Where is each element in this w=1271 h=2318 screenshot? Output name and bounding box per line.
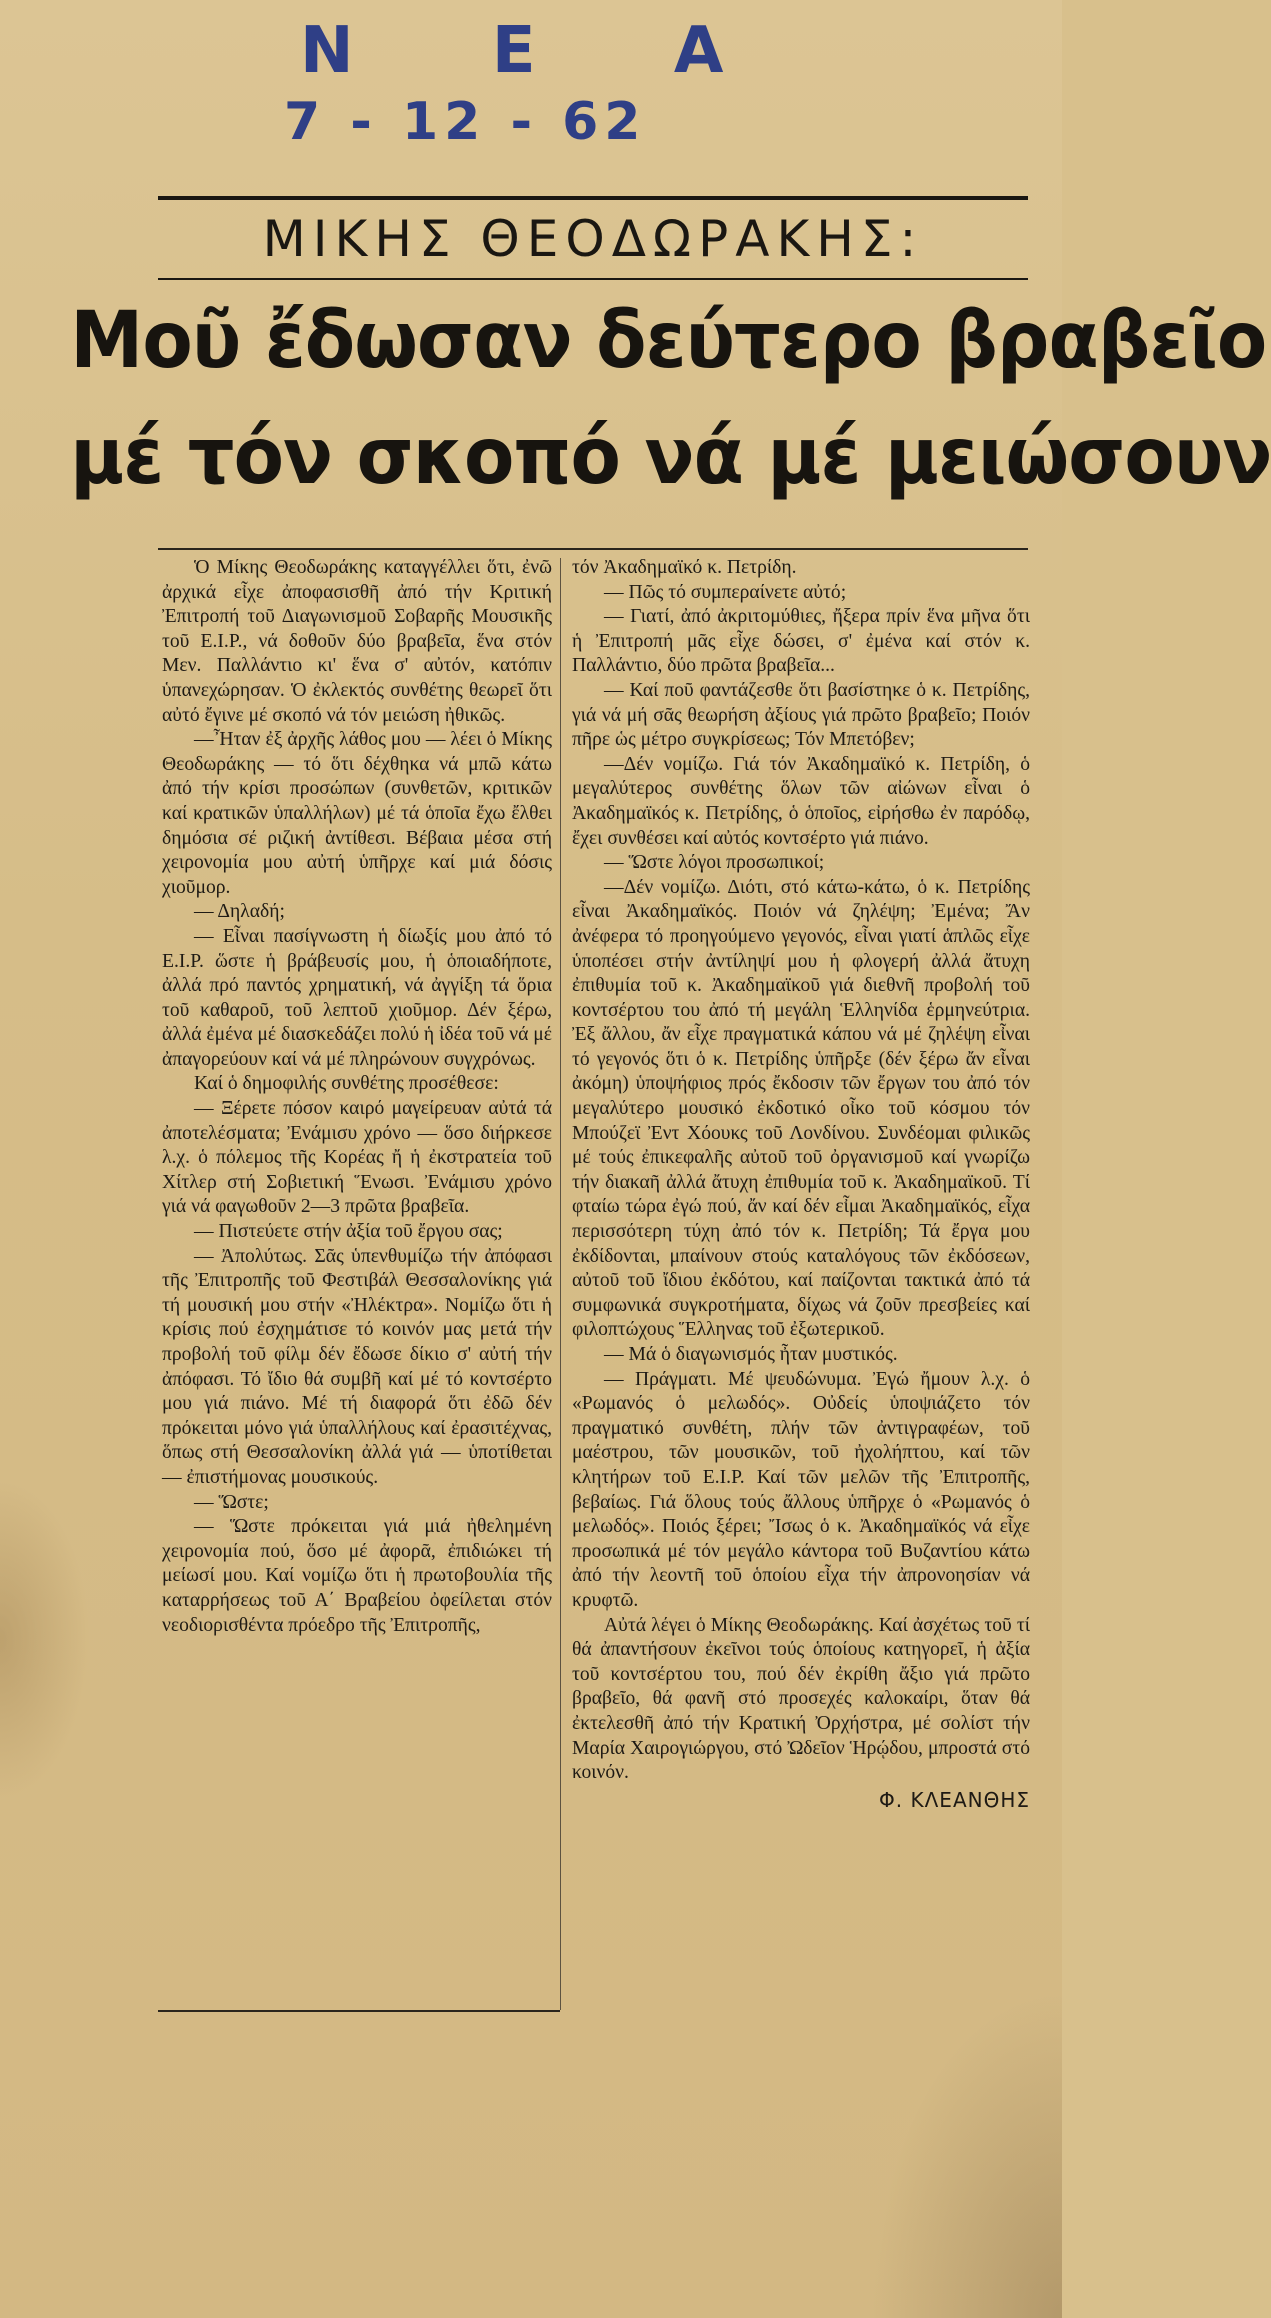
paragraph: — Ὥστε πρόκειται γιά μιά ἠθελημένη χειρονομία πού, ὅσο μέ ἀφορᾶ, ἐπιδιώκει τή μείωσί μου. Καί νομίζω ὅτι ἡ πρωτοβουλία τῆς καταρρήσεως τοῦ Α΄ Βραβείου ὀφείλεται στόν νεοδιορισθέντα πρόεδρο τῆς Ἐπιτροπῆς,	[162, 1516, 552, 1636]
paragraph: —Ἦταν ἐξ ἀρχῆς λάθος μου — λέει ὁ Μίκης Θεοδωράκης — τό ὅτι δέχθηκα νά μπῶ κάτω ἀπό τήν κρίσι προσώπων (συνθετῶν, κριτικῶν καί κρατικῶν ὑπαλλήλων) μέ τά ὁποῖα ἔχω ἔλθει δημόσια σέ ριζική ἀντίθεσι. Βέβαια μέσα στή χειρονομία μου αὐτή ὑπῆρχε καί μιά δόσις χιοῦμορ.	[162, 729, 552, 898]
headline-rule	[158, 548, 1028, 550]
article-kicker: ΜΙΚΗΣ ΘΕΟΔΩΡΑΚΗΣ:	[262, 210, 924, 268]
kicker-box	[158, 196, 1028, 280]
paragraph: — Πῶς τό συμπεραίνετε αὐτό;	[604, 581, 847, 603]
paper-stain	[870, 1990, 1062, 2318]
paragraph: Ὁ Μίκης Θεοδωράκης καταγγέλλει ὅτι, ἐνῶ ἀρχικά εἶχε ἀποφασισθῆ ἀπό τήν Κριτική Ἐπιτροπή τοῦ Διαγωνισμοῦ Σοβαρῆς Μουσικῆς τοῦ Ε.Ι.Ρ., νά δοθοῦν δύο βραβεῖα, ἕνα στόν Μεν. Παλλάντιο κι' ἕνα σ' αὐτόν, κατόπιν ὑπανεχώρησαν. Ὁ ἐκλεκτός συνθέτης θεωρεῖ ὅτι αὐτό ἔγινε μέ σκοπό νά τόν μειώση ἠθικῶς.	[162, 557, 552, 726]
paragraph: τόν Ἀκαδημαϊκό κ. Πετρίδη.	[572, 557, 797, 578]
column-end-rule	[158, 2010, 560, 2012]
right-column	[572, 556, 1030, 1812]
handwritten-date: 7 - 12 - 62	[284, 92, 647, 152]
headline-line-1: Μοῦ ἔδωσαν δεύτερο βραβεῖο	[70, 296, 1267, 386]
paragraph: — Ὥστε;	[194, 1491, 269, 1513]
paragraph: —Δέν νομίζω. Διότι, στό κάτω-κάτω, ὁ κ. Πετρίδης εἶναι Ἀκαδημαϊκός. Ποιόν νά ζηλέψη; Ἐμένα; Ἄν ἀνέφερα τό προηγούμενο γεγονός, εἶναι γιατί ἁπλῶς εἶχε ὑποπέσει στήν ἀντίληψί μου ἡ φλογερή ἀλλά ἄτυχη ἐπιθυμία τοῦ κ. Ἀκαδημαϊκοῦ γιά διεθνῆ προβολή τοῦ κοντσέρτου του ἀπό τή μεγάλη Ἑλληνίδα ἑρμηνεύτρια. Ἐξ ἄλλου, ἄν εἶχε πραγματικά κάπου νά μέ ζηλέψη εἶναι τό γεγονός ὅτι ὁ κ. Πετρίδης ὑπῆρξε (δέν ξέρω ἄν εἶναι ἀκόμη) ὑποψήφιος πρός ἔκδοσιν τῶν ἔργων του ἀπό τόν μεγαλύτερο μουσικό ἐκδοτικό οἶκο τοῦ κόσμου τόν Μπούζεϊ Ἐντ Χόουκς τοῦ Λονδίνου. Συνδέομαι φιλικῶς μέ τούς ἐπικεφαλῆς αὐτοῦ τοῦ ὀργανισμοῦ καί γνωρίζω τήν διακαῆ ἀλλά ἄτυχη ἐπιθυμία τοῦ κ. Ἀκαδημαϊκοῦ. Τί φταίω τώρα ἐγώ πού, ἄν καί δέν εἶμαι Ἀκαδημαϊκός, εἶχα περισσότερη τύχη ἀπό τόν κ. Πετρίδη; Τά ἔργα μου ἐκδίδονται, μπαίνουν στούς καταλόγους τῶν ἐκδόσεων, αὐτοῦ τοῦ ἴδιου ἐκδότου, καί παίζονται τακτικά ἀπό τά συμφωνικά συγκροτήματα, δίχως νά ζοῦν πρεσβείες καί φιλοπτώχους Ἕλληνας τοῦ ἐξωτερικοῦ.	[572, 876, 1030, 1341]
author-signature: Φ. ΚΛΕΑΝΘΗΣ	[879, 1787, 1030, 1812]
paragraph: — Μά ὁ διαγωνισμός ἦταν μυστικός.	[604, 1344, 898, 1365]
paper-stain	[0, 1480, 90, 1800]
paragraph: Καί ὁ δημοφιλής συνθέτης προσέθεσε:	[194, 1073, 499, 1095]
paragraph: —Δέν νομίζω. Γιά τόν Ἀκαδημαϊκό κ. Πετρίδη, ὁ μεγαλύτερος συνθέτης ὅλων τῶν αἰώνων εἶναι ὁ Ἀκαδημαϊκός κ. Πετρίδης, ὁ ὁποῖος, εἰρήσθω ἐν παρόδῳ, ἔχει συνθέσει καί αὐτός κοντσέρτο γιά πιάνο.	[572, 753, 1030, 849]
paragraph: — Γιατί, ἀπό ἀκριτομύθιες, ἤξερα πρίν ἕνα μῆνα ὅτι ἡ Ἐπιτροπή μᾶς εἶχε δώσει, σ' ἐμένα καί στόν κ. Παλλάντιο, δύο πρῶτα βραβεῖα...	[572, 606, 1030, 677]
paragraph: — Ἀπολύτως. Σᾶς ὑπενθυμίζω τήν ἀπόφασι τῆς Ἐπιτροπῆς τοῦ Φεστιβάλ Θεσσαλονίκης γιά τή μουσική μου στήν «Ἠλέκτρα». Νομίζω ὅτι ἡ κρίσις πού ἐσχημάτισε τό κοινόν μας μετά τήν προβολή τοῦ φίλμ δέν ἔδωσε δίκιο σ' αὐτή τήν ἀπόφασι. Τό ἴδιο θά συμβῆ καί μέ τό κοντσέρτο μου γιά πιάνο. Μέ τή διαφορά ὅτι ἐδῶ δέν πρόκειται μόνο γιά ὑπαλλήλους καί ἐρασιτέχνας, ὅπως στή Θεσσαλονίκη ἀλλά γιά — ὑποτίθεται — ἐπιστήμονας μουσικούς.	[162, 1245, 552, 1488]
handwritten-newspaper-name: Ν Ε Α	[300, 14, 782, 88]
paragraph: Αὐτά λέγει ὁ Μίκης Θεοδωράκης. Καί ἀσχέτως τοῦ τί θά ἀπαντήσουν ἐκεῖνοι τούς ὁποίους κατηγορεῖ, ἡ ἀξία τοῦ κοντσέρτου του, πού δέν ἐκρίθη ἄξιο γιά πρῶτο βραβεῖο, θά φανῆ στό προσεχές καλοκαίρι, ὅταν θά ἐκτελεσθῆ ἀπό τήν Κρατική Ὀρχήστρα, μέ σολίστ τήν Μαρία Χαιρογιώργου, στό Ὠδεῖον Ἡρῴδου, μπροστά στό κοινόν.	[572, 1614, 1030, 1784]
headline-line-2: μέ τόν σκοπό νά μέ μειώσουν	[70, 412, 1271, 502]
paragraph: — Πιστεύετε στήν ἀξία τοῦ ἔργου σας;	[194, 1221, 503, 1243]
paragraph: — Ξέρετε πόσον καιρό μαγείρευαν αὐτά τά ἀποτελέσματα; Ἐνάμισυ χρόνο — ὅσο διήρκεσε λ.χ. ὁ πόλεμος τῆς Κορέας ἤ ἡ ἐκστρατεία τοῦ Χίτλερ στή Σοβιετική Ἕνωσι. Ἐνάμισυ χρόνο γιά νά φαγωθοῦν 2—3 πρῶτα βραβεῖα.	[162, 1098, 552, 1218]
paragraph: — Καί ποῦ φαντάζεσθε ὅτι βασίστηκε ὁ κ. Πετρίδης, γιά νά μή σᾶς θεωρήση ἀξίους γιά πρῶτο βραβεῖο; Ποιόν πῆρε ὡς μέτρο συγκρίσεως; Τόν Μπετόβεν;	[572, 679, 1030, 751]
column-divider	[560, 558, 561, 2010]
paragraph: — Δηλαδή;	[194, 901, 285, 923]
paragraph: — Εἶναι πασίγνωστη ἡ δίωξίς μου ἀπό τό Ε.Ι.Ρ. ὥστε ἡ βράβευσίς μου, ἡ ὁποιαδήποτε, ἀλλά πρό παντός χρηματική, νά ἀγγίξη τά ὅρια τοῦ καθαροῦ, τοῦ λεπτοῦ χιοῦμορ. Δέν ξέρω, ἀλλά ἐμένα μέ διασκεδάζει πολύ ἡ ἰδέα τοῦ νά μέ ἀπαγορεύουν καί νά μέ πληρώνουν συγχρόνως.	[162, 925, 552, 1070]
left-column	[162, 556, 552, 1638]
paragraph: — Ὥστε λόγοι προσωπικοί;	[604, 852, 825, 874]
paragraph: — Πράγματι. Μέ ψευδώνυμα. Ἐγώ ἤμουν λ.χ. ὁ «Ρωμανός ὁ μελωδός». Οὐδείς ὑποψιάζετο τόν πραγματικό συνθέτη, πλήν τῶν ἀντιγραφέων, τοῦ μαέστρου, τῶν μουσικῶν, τοῦ ἠχολήπτου, καί τῶν κλητήρων τοῦ Ε.Ι.Ρ. Καί τῶν μελῶν τῆς Ἐπιτροπῆς, βεβαίως. Γιά ὅλους τούς ἄλλους ὑπῆρχε ὁ «Ρωμανός ὁ μελωδός». Ποιός ξέρει; Ἴσως ὁ κ. Ἀκαδημαϊκός νά εἶχε προσωπικά μέ τόν μεγάλο κάντορα τοῦ Βυζαντίου κάτω ἀπό τήν λεοντῆ τοῦ ὁποίου εἶχα τήν ἀπρονοησίαν νά κρυφτῶ.	[572, 1368, 1030, 1611]
